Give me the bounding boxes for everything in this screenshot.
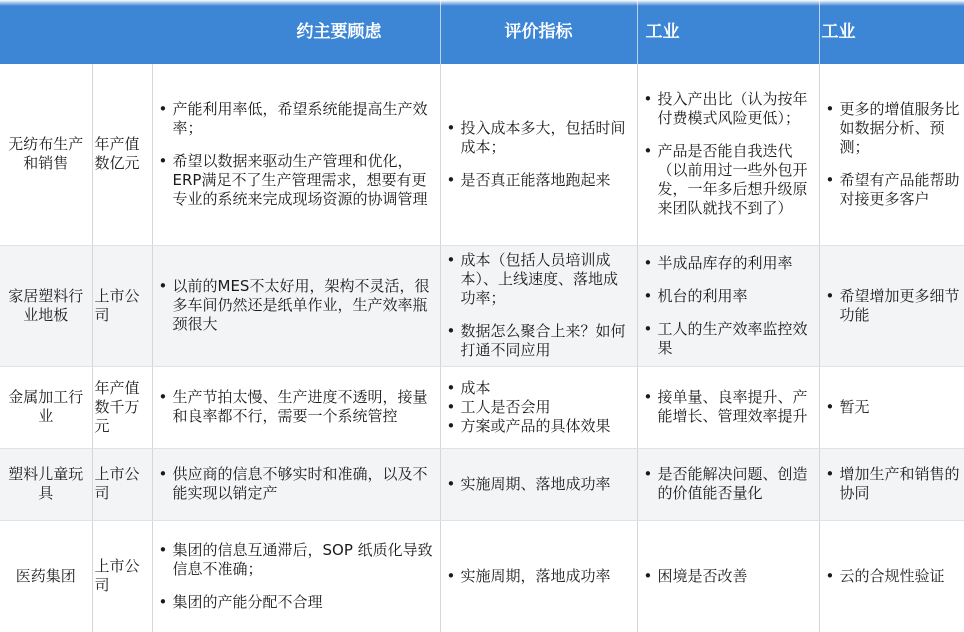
cell-col5 [819, 245, 964, 366]
header-industry [0, 0, 92, 64]
bullet-item: • 困境是否改善 [658, 567, 815, 586]
bullet-item: • 希望增加更多细节功能 [840, 287, 964, 325]
cell-size: 上市公司 [92, 245, 152, 366]
bullet-item: • 实施周期、落地成功率 [461, 475, 633, 494]
top-edge-fade [0, 0, 964, 6]
cell-col4 [637, 245, 819, 366]
bullet-item: • 成本（包括人员培训成本）、上线速度、落地成功率； [461, 251, 633, 308]
bullet-item: • 产品是否能自我迭代（以前用过一些外包开发，一年多后想升级原来团队就找不到了） [658, 142, 815, 218]
cell-col5 [819, 520, 964, 632]
cell-industry: 医药集团 [0, 520, 92, 632]
bullet-item: • 成本 [461, 379, 633, 398]
bullet-item: • 产能利用率低，希望系统能提高生产效率； [173, 100, 436, 138]
cell-col4 [637, 448, 819, 520]
table-row [0, 448, 964, 520]
cell-col4 [637, 520, 819, 632]
cell-metrics [440, 64, 637, 245]
cell-metrics [440, 245, 637, 366]
cell-size: 上市公司 [92, 448, 152, 520]
cell-col4 [637, 64, 819, 245]
cell-metrics [440, 520, 637, 632]
table-row [0, 245, 964, 366]
cell-size: 上市公司 [92, 520, 152, 632]
table-header-row [0, 0, 964, 64]
cell-concerns [152, 64, 440, 245]
bullet-item: • 希望有产品能帮助对接更多客户 [840, 171, 964, 209]
cell-size: 年产值数千万元 [92, 366, 152, 448]
cell-industry: 金属加工行业 [0, 366, 92, 448]
bullet-item: • 以前的MES不太好用，架构不灵活，很多车间仍然还是纸单作业，生产效率瓶颈很大 [173, 277, 436, 334]
bullet-item: • 是否真正能落地跑起来 [461, 171, 633, 190]
cell-col5 [819, 64, 964, 245]
bullet-item: • 希望以数据来驱动生产管理和优化，ERP满足不了生产管理需求，想要有更专业的系统来完成现场资源的协调管理 [173, 152, 436, 209]
bullet-item: • 暂无 [840, 398, 964, 417]
bullet-item: • 生产节拍太慢、生产进度不透明，接量和良率都不行，需要一个系统管控 [173, 388, 436, 426]
bullet-item: • 供应商的信息不够实时和准确，以及不能实现以销定产 [173, 465, 436, 503]
cell-industry: 无纺布生产和销售 [0, 64, 92, 245]
cell-industry: 家居塑料行业地板 [0, 245, 92, 366]
cell-col5 [819, 448, 964, 520]
table-row [0, 64, 964, 245]
bullet-item: • 接单量、良率提升、产能增长、管理效率提升 [658, 388, 815, 426]
bullet-item: • 半成品库存的利用率 [658, 254, 815, 273]
cell-industry: 塑料儿童玩具 [0, 448, 92, 520]
bullet-item: • 更多的增值服务比如数据分析、预测； [840, 100, 964, 157]
bullet-item: • 云的合规性验证 [840, 567, 964, 586]
bullet-item: • 集团的信息互通滞后，SOP 纸质化导致信息不准确； [173, 541, 436, 579]
bullet-item: • 集团的产能分配不合理 [173, 593, 436, 612]
cell-col5 [819, 366, 964, 448]
cell-metrics [440, 448, 637, 520]
bullet-item: • 方案或产品的具体效果 [461, 417, 633, 436]
header-size [92, 0, 152, 64]
bullet-item: • 数据怎么聚合上来？如何打通不同应用 [461, 322, 633, 360]
bullet-item: • 投入产出比（认为按年付费模式风险更低）； [658, 90, 815, 128]
cell-col4 [637, 366, 819, 448]
cell-concerns [152, 520, 440, 632]
cell-metrics [440, 366, 637, 448]
header-col5: 工业 [819, 0, 964, 64]
cell-concerns [152, 448, 440, 520]
bullet-item: • 投入成本多大，包括时间成本； [461, 119, 633, 157]
header-col4: 工业 [637, 0, 819, 64]
table-row [0, 520, 964, 632]
cell-size: 年产值数亿元 [92, 64, 152, 245]
bullet-item: • 工人是否会用 [461, 398, 633, 417]
bullet-item: • 工人的生产效率监控效果 [658, 320, 815, 358]
bullet-item: • 实施周期，落地成功率 [461, 567, 633, 586]
cell-concerns [152, 366, 440, 448]
header-evaluation-metrics: 评价指标 [440, 0, 637, 64]
header-main-concerns: 约主要顾虑 [152, 0, 440, 64]
bullet-item: • 是否能解决问题、创造的价值能否量化 [658, 465, 815, 503]
cell-concerns [152, 245, 440, 366]
bullet-item: • 机台的利用率 [658, 287, 815, 306]
table-row [0, 366, 964, 448]
bullet-item: • 增加生产和销售的协同 [840, 465, 964, 503]
